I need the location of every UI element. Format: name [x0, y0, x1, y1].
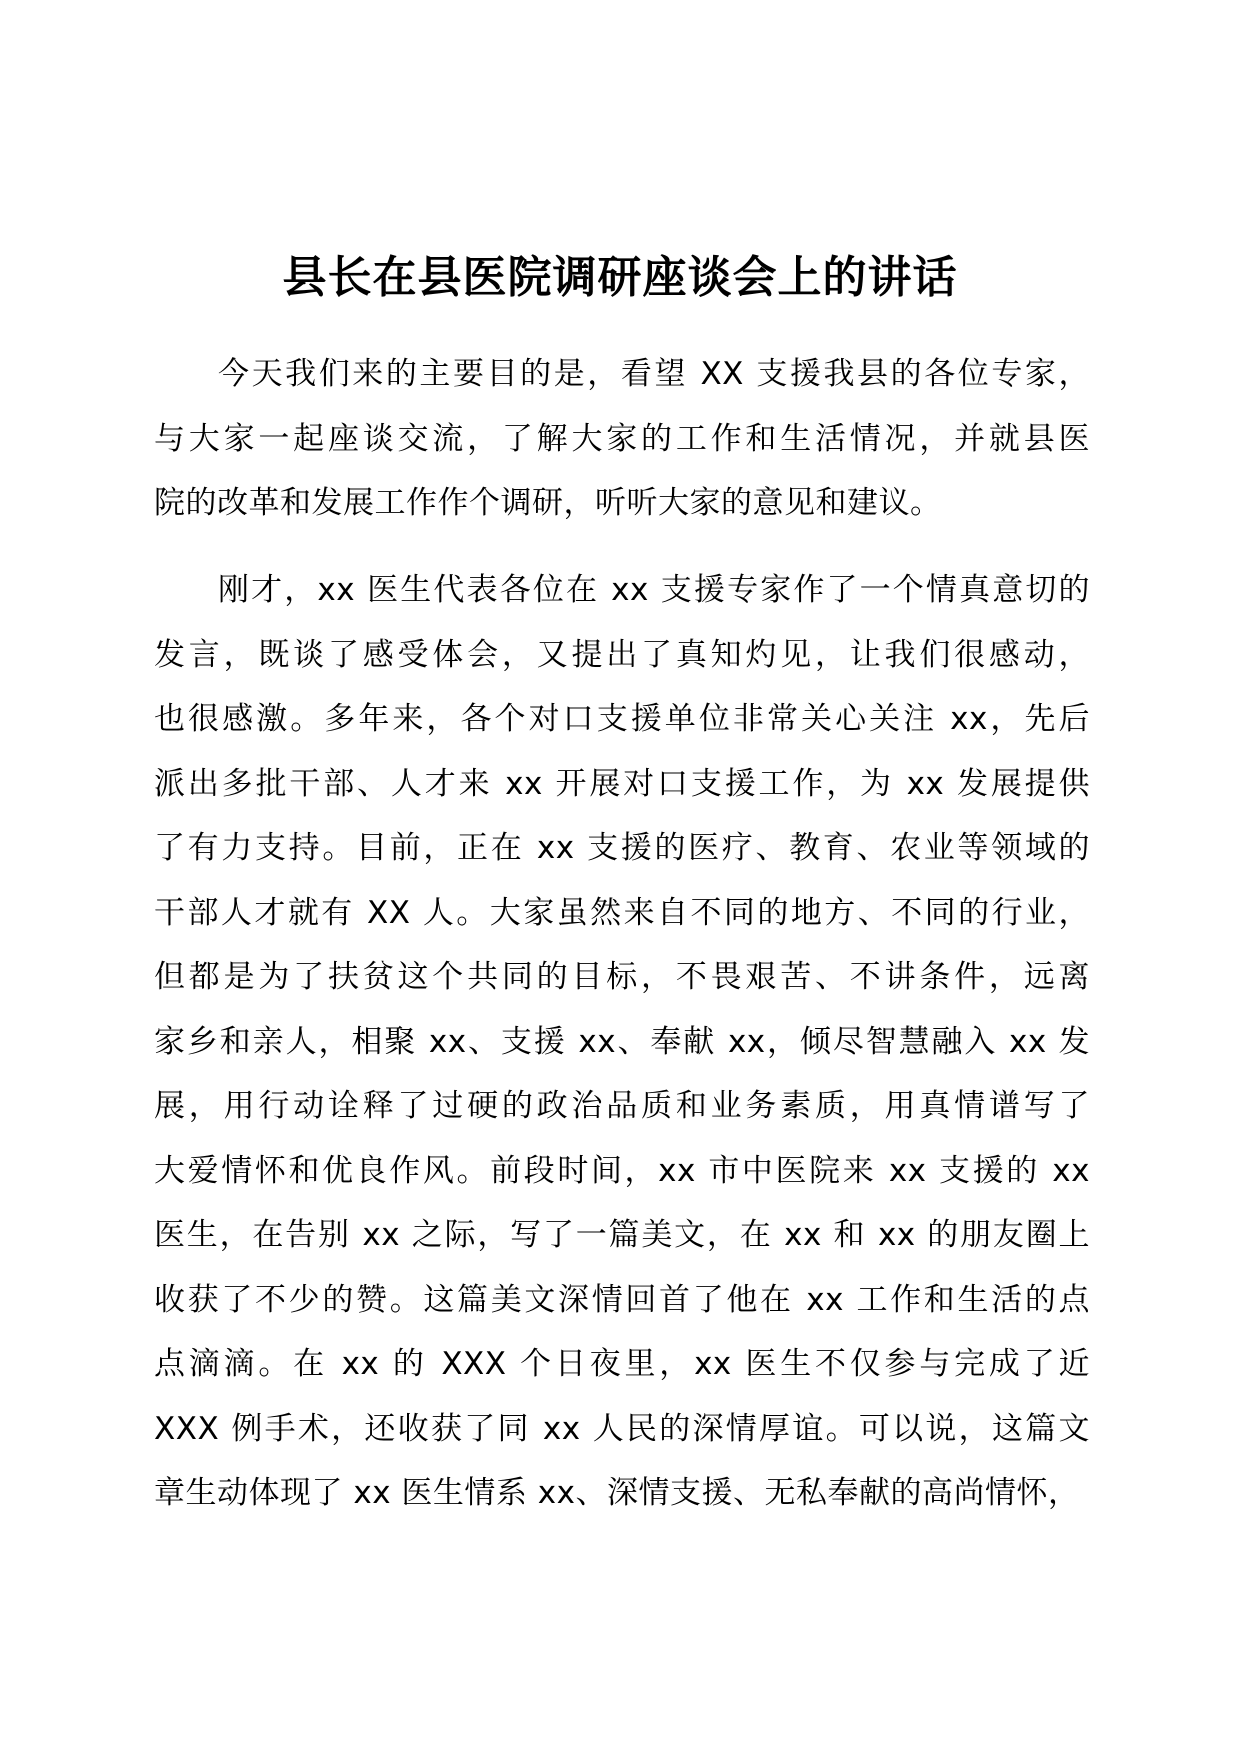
- paragraph-line: 家乡和亲人，相聚 xx、支援 xx、奉献 xx，倾尽智慧融入 xx 发: [154, 1023, 1090, 1060]
- paragraph-line: 但都是为了扶贫这个共同的目标，不畏艰苦、不讲条件，远离: [154, 959, 1090, 995]
- paragraph-line: 了有力支持。目前，正在 xx 支援的医疗、教育、农业等领域的: [154, 830, 1090, 866]
- paragraph-line: 派出多批干部、人才来 xx 开展对口支援工作，为 xx 发展提供: [154, 765, 1090, 802]
- paragraph-line: XXX 例手术，还收获了同 xx 人民的深情厚谊。可以说，这篇文: [154, 1410, 1090, 1447]
- paragraph-line: 与大家一起座谈交流，了解大家的工作和生活情况，并就县医: [154, 420, 1090, 457]
- paragraph-line: 今天我们来的主要目的是，看望 XX 支援我县的各位专家，: [218, 356, 1090, 392]
- paragraph-line: 收获了不少的赞。这篇美文深情回首了他在 xx 工作和生活的点: [154, 1281, 1090, 1318]
- paragraph-line: 章生动体现了 xx 医生情系 xx、深情支援、无私奉献的高尚情怀，: [154, 1475, 1080, 1511]
- paragraph-body: [154, 558, 1090, 1526]
- paragraph-line: 也很感激。多年来，各个对口支援单位非常关心关注 xx，先后: [154, 701, 1090, 737]
- paragraph-line: 刚才，xx 医生代表各位在 xx 支援专家作了一个情真意切的: [218, 572, 1090, 608]
- paragraph-line: 医生，在告别 xx 之际，写了一篇美文，在 xx 和 xx 的朋友圈上: [154, 1217, 1090, 1253]
- paragraph-line: 大爱情怀和优良作风。前段时间，xx 市中医院来 xx 支援的 xx: [154, 1152, 1090, 1189]
- paragraph-line: 干部人才就有 XX 人。大家虽然来自不同的地方、不同的行业，: [154, 894, 1090, 931]
- paragraph-line: 展，用行动诠释了过硬的政治品质和业务素质，用真情谱写了: [154, 1088, 1090, 1124]
- paragraph-line: 点滴滴。在 xx 的 XXX 个日夜里，xx 医生不仅参与完成了近: [154, 1346, 1090, 1382]
- paragraph-line: 发言，既谈了感受体会，又提出了真知灼见，让我们很感动，: [154, 636, 1090, 673]
- paragraph-intro: [154, 342, 1090, 536]
- paragraph-line: 院的改革和发展工作作个调研，听听大家的意见和建议。: [154, 485, 942, 521]
- document-title: 县长在县医院调研座谈会上的讲话: [282, 252, 958, 303]
